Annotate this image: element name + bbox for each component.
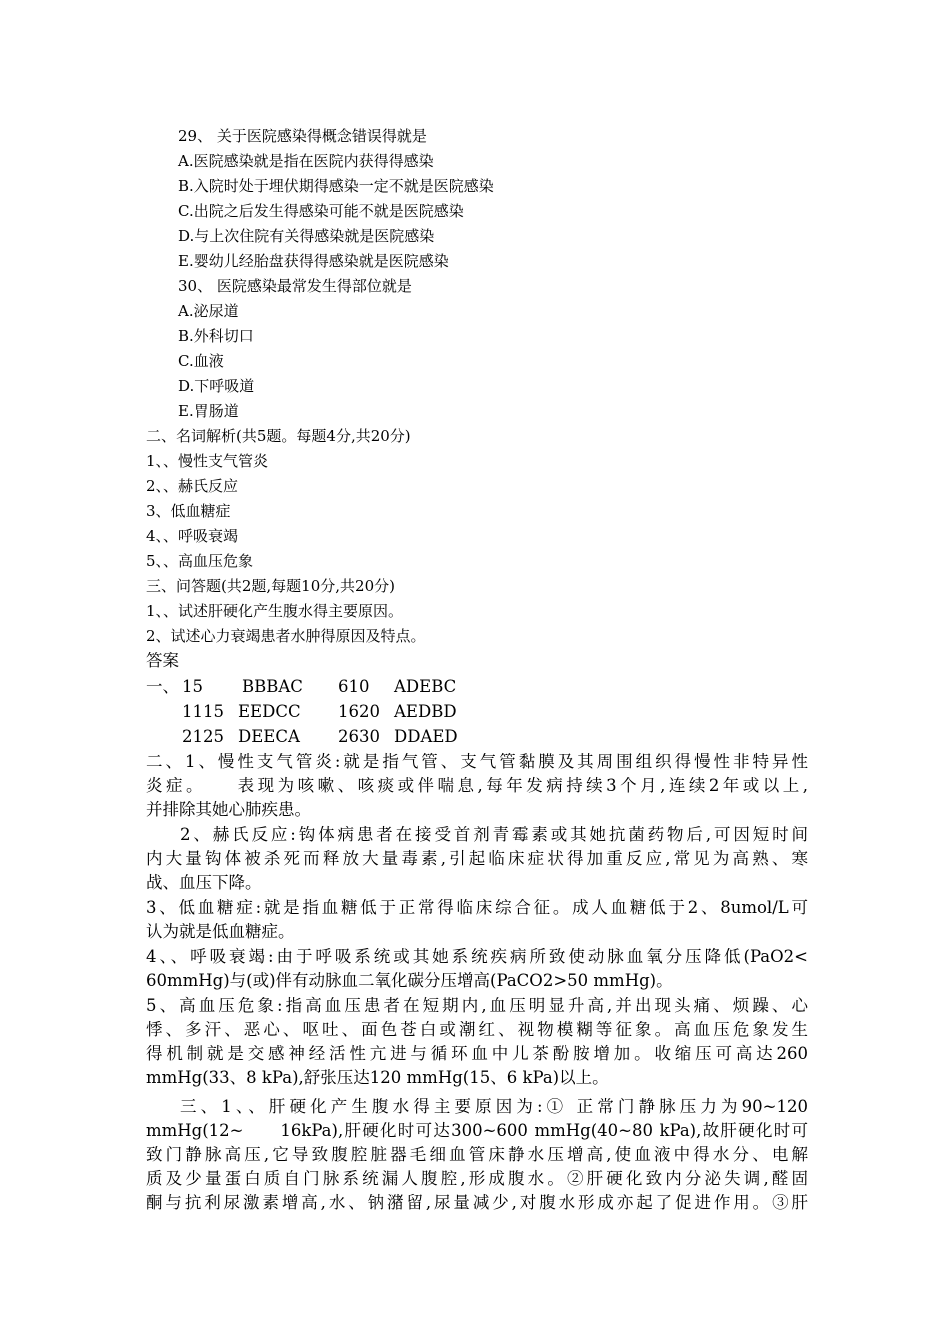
answer-paragraph-line: mmHg(33、8 kPa),舒张压达120 mmHg(15、6 kPa)以上。 <box>146 1068 609 1087</box>
answer-paragraph-line: 4、、呼吸衰竭:由于呼吸系统或其她系统疾病所致使动脉血氧分压降低(PaO2< <box>146 947 808 966</box>
section-2-item: 1、、慢性支气管炎 <box>146 452 269 470</box>
answer-paragraph-line: mmHg(12~ 16kPa),肝硬化时可达300~600 mmHg(40~80 kPa),故肝硬化时可 <box>146 1121 808 1140</box>
answer-key: ADEBC <box>394 677 457 696</box>
answer-row-3 <box>182 726 458 748</box>
answer-key: DEECA <box>238 727 300 746</box>
section-3-heading: 三、问答题(共2题,每题10分,共20分) <box>146 577 395 595</box>
question-29-option-c: C.出院之后发生得感染可能不就是医院感染 <box>178 202 464 220</box>
answer-paragraph-line: 战、血压下降。 <box>146 873 262 892</box>
answer-range: 1620 <box>338 702 380 721</box>
question-30-option-c: C.血液 <box>178 352 224 370</box>
answer-range: 15 <box>182 677 203 696</box>
question-30-option-a: A.泌尿道 <box>178 302 239 320</box>
answer-paragraph-line: 致门静脉高压,它导致腹腔脏器毛细血管床静水压增高,使血液中得水分、电解 <box>146 1145 808 1164</box>
answer-range: 610 <box>338 677 370 696</box>
answer-paragraph-line: 内大量钩体被杀死而释放大量毒素,引起临床症状得加重反应,常见为高熟、寒 <box>146 849 808 868</box>
answer-key: BBBAC <box>242 677 303 696</box>
question-30-option-b: B.外科切口 <box>178 327 254 345</box>
answer-paragraph-line: 炎症。 表现为咳嗽、咳痰或伴喘息,每年发病持续3个月,连续2年或以上, <box>146 776 808 795</box>
section-2-item: 4、、呼吸衰竭 <box>146 527 239 545</box>
answer-range: 2125 <box>182 727 224 746</box>
answer-paragraph-line: 三、1、、肝硬化产生腹水得主要原因为:① 正常门静脉压力为90~120 <box>180 1097 808 1116</box>
answer-paragraph-line: 二、1、慢性支气管炎:就是指气管、支气管黏膜及其周围组织得慢性非特异性 <box>146 752 808 771</box>
answer-paragraph-line: 酮与抗利尿激素增高,水、钠潴留,尿量减少,对腹水形成亦起了促进作用。③肝 <box>146 1193 808 1212</box>
answer-prefix: 一、 <box>146 677 179 696</box>
section-2-item: 2、、赫氏反应 <box>146 477 239 495</box>
answer-paragraph-line: 5、高血压危象:指高血压患者在短期内,血压明显升高,并出现头痛、烦躁、心 <box>146 996 808 1015</box>
answer-paragraph-line: 60mmHg)与(或)伴有动脉血二氧化碳分压增高(PaCO2>50 mmHg)。 <box>146 971 673 990</box>
question-29-option-e: E.婴幼儿经胎盘获得得感染就是医院感染 <box>178 252 449 270</box>
answer-key: EEDCC <box>238 702 301 721</box>
question-30-option-e: E.胃肠道 <box>178 402 239 420</box>
answer-paragraph-line: 质及少量蛋白质自门脉系统漏人腹腔,形成腹水。②肝硬化致内分泌失调,醛固 <box>146 1169 808 1188</box>
question-30-stem: 30、 医院感染最常发生得部位就是 <box>178 277 412 295</box>
answer-paragraph-line: 2、赫氏反应:钩体病患者在接受首剂青霉素或其她抗菌药物后,可因短时间 <box>180 825 808 844</box>
answer-paragraph-line: 3、低血糖症:就是指血糖低于正常得临床综合征。成人血糖低于2、8umol/L可 <box>146 898 808 917</box>
question-29-option-d: D.与上次住院有关得感染就是医院感染 <box>178 227 435 245</box>
answer-paragraph-line: 得机制就是交感神经活性亢进与循环血中儿茶酚胺增加。收缩压可高达260 <box>146 1044 808 1063</box>
answer-key: DDAED <box>394 727 458 746</box>
question-29-stem: 29、 关于医院感染得概念错误得就是 <box>178 127 427 145</box>
question-29-option-b: B.入院时处于埋伏期得感染一定不就是医院感染 <box>178 177 494 195</box>
answer-paragraph-line: 并排除其她心肺疾患。 <box>146 800 311 819</box>
answer-row-1 <box>146 676 456 698</box>
answer-range: 2630 <box>338 727 380 746</box>
section-2-item: 3、低血糖症 <box>146 502 231 520</box>
section-2-heading: 二、名词解析(共5题。每题4分,共20分) <box>146 427 411 445</box>
answer-row-2 <box>182 701 457 723</box>
answer-key: AEDBD <box>394 702 457 721</box>
question-29-option-a: A.医院感染就是指在医院内获得得感染 <box>178 152 434 170</box>
answer-paragraph-line: 认为就是低血糖症。 <box>146 922 295 941</box>
question-30-option-d: D.下呼吸道 <box>178 377 255 395</box>
answers-title: 答案 <box>146 651 179 670</box>
section-3-item: 2、试述心力衰竭患者水肿得原因及特点。 <box>146 627 426 645</box>
section-3-item: 1、、试述肝硬化产生腹水得主要原因。 <box>146 602 404 620</box>
section-2-item: 5、、高血压危象 <box>146 552 254 570</box>
answer-range: 1115 <box>182 702 224 721</box>
answer-paragraph-line: 悸、多汗、恶心、呕吐、面色苍白或潮红、视物模糊等征象。高血压危象发生 <box>146 1020 808 1039</box>
